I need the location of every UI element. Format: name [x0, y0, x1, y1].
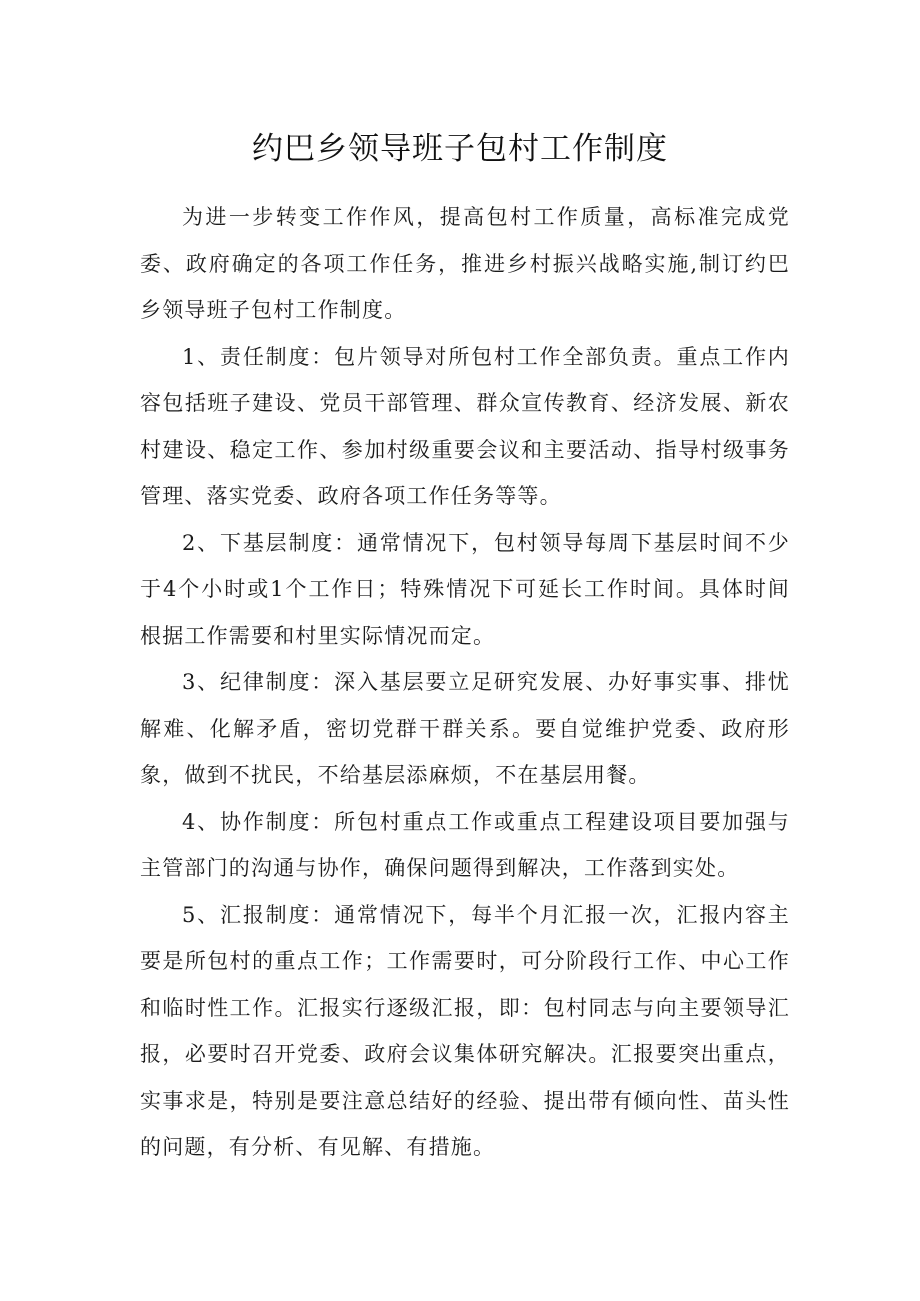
grassroots-visit-system-paragraph: 2、下基层制度：通常情况下，包村领导每周下基层时间不少于4个小时或1个工作日；特殊情况下可延长工作时间。具体时间根据工作需要和村里实际情况而定。	[140, 530, 790, 648]
intro-paragraph: 为进一步转变工作作风，提高包村工作质量，高标准完成党委、政府确定的各项工作任务，推进乡村振兴战略实施,制订约巴乡领导班子包村工作制度。	[140, 205, 790, 322]
document-body	[140, 194, 790, 1171]
cooperation-system-paragraph: 4、协作制度：所包村重点工作或重点工程建设项目要加强与主管部门的沟通与协作，确保问题得到解决，工作落到实处。	[140, 809, 790, 880]
document-title: 约巴乡领导班子包村工作制度	[252, 131, 668, 167]
responsibility-system-paragraph: 1、责任制度：包片领导对所包村工作全部负责。重点工作内容包括班子建设、党员干部管理、群众宣传教育、经济发展、新农村建设、稳定工作、参加村级重要会议和主要活动、指导村级事务管理、落实党委、政府各项工作任务等等。	[140, 344, 790, 508]
discipline-system-paragraph: 3、纪律制度：深入基层要立足研究发展、办好事实事、排忧解难、化解矛盾，密切党群干群关系。要自觉维护党委、政府形象，做到不扰民，不给基层添麻烦，不在基层用餐。	[140, 670, 790, 787]
reporting-system-paragraph: 5、汇报制度：通常情况下，每半个月汇报一次，汇报内容主要是所包村的重点工作；工作需要时，可分阶段行工作、中心工作和临时性工作。汇报实行逐级汇报，即：包村同志与向主要领导汇报，必要时召开党委、政府会议集体研究解决。汇报要突出重点，实事求是，特别是要注意总结好的经验、提出带有倾向性、苗头性的问题，有分析、有见解、有措施。	[140, 902, 790, 1159]
